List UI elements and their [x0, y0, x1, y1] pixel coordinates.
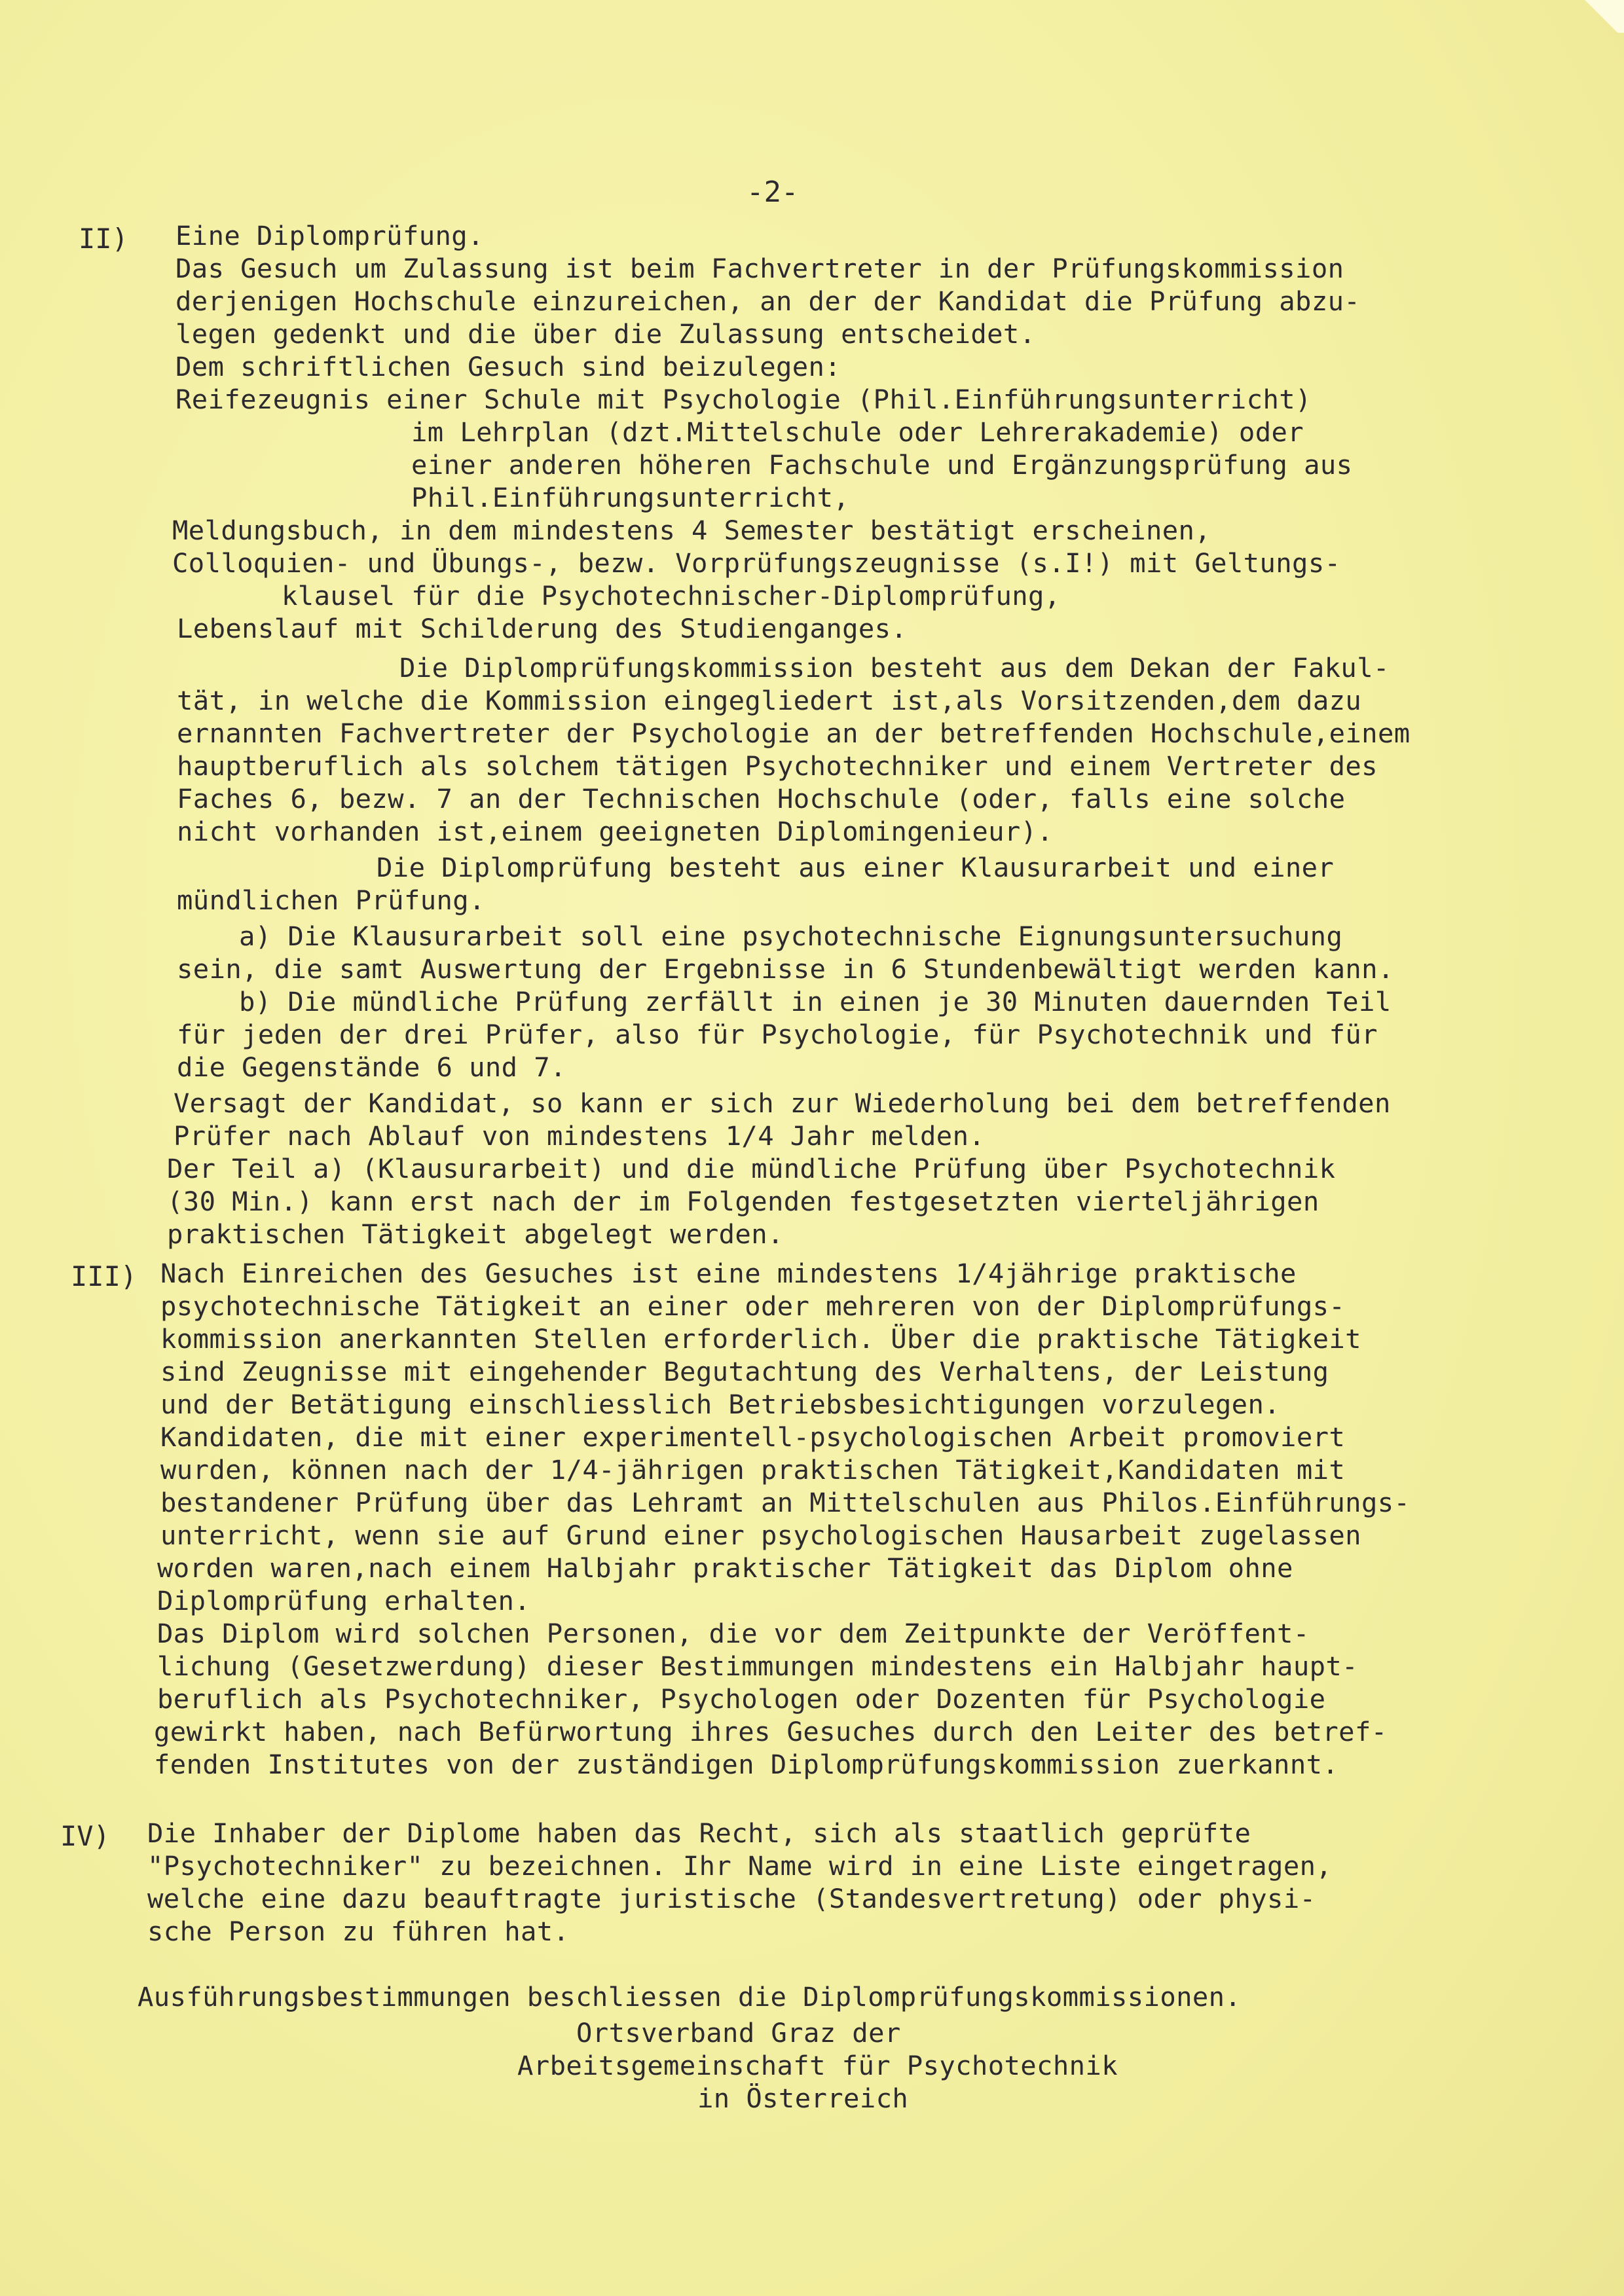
text-line: Dem schriftlichen Gesuch sind beizulegen:	[175, 351, 841, 382]
text-line: Lebenslauf mit Schilderung des Studienganges.	[177, 613, 908, 644]
text-line: unterricht, wenn sie auf Grund einer psychologischen Hausarbeit zugelassen	[160, 1520, 1361, 1551]
text-line: legen gedenkt und die über die Zulassung entscheidet.	[175, 318, 1036, 350]
text-line: ernannten Fachvertreter der Psychologie an der betreffenden Hochschule,einem	[177, 718, 1411, 749]
text-line: "Psychotechniker" zu bezeichnen. Ihr Name wird in eine Liste eingetragen,	[147, 1850, 1333, 1882]
page-corner	[1578, 0, 1624, 33]
text-line: Eine Diplomprüfung.	[175, 220, 484, 251]
text-line: Das Gesuch um Zulassung ist beim Fachvertreter in der Prüfungskommission	[175, 253, 1344, 284]
text-line: a) Die Klausurarbeit soll eine psychotechnische Eignungsuntersuchung	[239, 920, 1343, 952]
text-line: Meldungsbuch, in dem mindestens 4 Semester bestätigt erscheinen,	[172, 515, 1211, 546]
text-line: psychotechnische Tätigkeit an einer oder mehreren von der Diplomprüfungs-	[160, 1290, 1346, 1322]
section-numeral: III)	[71, 1260, 138, 1292]
text-line: Diplomprüfung erhalten.	[157, 1585, 531, 1616]
text-line: kommission anerkannten Stellen erforderlich. Über die praktische Tätigkeit	[160, 1323, 1361, 1355]
text-line: b) Die mündliche Prüfung zerfällt in einen je 30 Minuten dauernden Teil	[239, 986, 1392, 1017]
text-line: nicht vorhanden ist,einem geeigneten Diplomingenieur).	[177, 816, 1054, 847]
text-line: welche eine dazu beauftragte juristische (Standesvertretung) oder physi-	[147, 1883, 1316, 1914]
text-line: Prüfer nach Ablauf von mindestens 1/4 Jahr melden.	[174, 1120, 986, 1152]
text-line: mündlichen Prüfung.	[177, 884, 485, 916]
text-line: Nach Einreichen des Gesuches ist eine mindestens 1/4jährige praktische	[160, 1258, 1297, 1289]
text-line: (30 Min.) kann erst nach der im Folgenden festgesetzten vierteljährigen	[167, 1186, 1320, 1217]
text-line: Versagt der Kandidat, so kann er sich zur Wiederholung bei dem betreffenden	[174, 1087, 1391, 1119]
text-line: sche Person zu führen hat.	[147, 1916, 570, 1947]
text-line: sein, die samt Auswertung der Ergebnisse in 6 Stundenbewältigt werden kann.	[177, 953, 1394, 985]
section-numeral: IV)	[60, 1820, 110, 1852]
text-line: beruflich als Psychotechniker, Psychologen oder Dozenten für Psychologie	[157, 1683, 1326, 1715]
signature-line: Ortsverband Graz der	[576, 2017, 901, 2049]
text-line: praktischen Tätigkeit abgelegt werden.	[167, 1218, 784, 1250]
text-line: Reifezeugnis einer Schule mit Psychologie (Phil.Einführungsunterricht)	[175, 384, 1312, 415]
text-line: sind Zeugnisse mit eingehender Begutachtung des Verhaltens, der Leistung	[160, 1356, 1329, 1387]
text-line: gewirkt haben, nach Befürwortung ihres Gesuches durch den Leiter des betref-	[154, 1716, 1388, 1747]
text-line: hauptberuflich als solchem tätigen Psychotechniker und einem Vertreter des	[177, 750, 1378, 782]
text-line: Der Teil a) (Klausurarbeit) und die mündliche Prüfung über Psychotechnik	[167, 1153, 1336, 1184]
signature-line: Arbeitsgemeinschaft für Psychotechnik	[517, 2050, 1118, 2081]
text-line: lichung (Gesetzwerdung) dieser Bestimmungen mindestens ein Halbjahr haupt-	[157, 1650, 1358, 1682]
text-line: Phil.Einführungsunterricht,	[411, 482, 850, 513]
text-line: Das Diplom wird solchen Personen, die vor dem Zeitpunkte der Veröffent-	[157, 1618, 1310, 1649]
text-line: Colloquien- und Übungs-, bezw. Vorprüfungszeugnisse (s.I!) mit Geltungs-	[172, 547, 1341, 579]
text-line: einer anderen höheren Fachschule und Ergänzungsprüfung aus	[411, 449, 1353, 481]
text-line: für jeden der drei Prüfer, also für Psychologie, für Psychotechnik und für	[177, 1019, 1378, 1050]
text-line: tät, in welche die Kommission eingegliedert ist,als Vorsitzenden,dem dazu	[177, 685, 1362, 716]
text-line: Faches 6, bezw. 7 an der Technischen Hochschule (oder, falls eine solche	[177, 783, 1346, 814]
text-line: die Gegenstände 6 und 7.	[177, 1051, 566, 1083]
text-line: Die Diplomprüfungskommission besteht aus dem Dekan der Fakul-	[399, 652, 1390, 683]
signature-line: in Österreich	[697, 2083, 909, 2114]
text-line: und der Betätigung einschliesslich Betriebsbesichtigungen vorzulegen.	[160, 1389, 1281, 1420]
text-line: Kandidaten, die mit einer experimentell-psychologischen Arbeit promoviert	[160, 1421, 1346, 1453]
text-line: im Lehrplan (dzt.Mittelschule oder Lehrerakademie) oder	[411, 416, 1304, 448]
text-line: worden waren,nach einem Halbjahr praktischer Tätigkeit das Diplom ohne	[157, 1552, 1293, 1584]
closing-line: Ausführungsbestimmungen beschliessen die Diplomprüfungskommissionen.	[138, 1981, 1242, 2013]
section-numeral: II)	[79, 223, 128, 255]
text-line: Die Inhaber der Diplome haben das Recht, sich als staatlich geprüfte	[147, 1817, 1251, 1849]
text-line: klausel für die Psychotechnischer-Diplomprüfung,	[282, 580, 1061, 611]
page-number: -2-	[747, 175, 799, 209]
text-line: derjenigen Hochschule einzureichen, an der der Kandidat die Prüfung abzu-	[175, 285, 1361, 317]
text-line: fenden Institutes von der zuständigen Diplomprüfungskommission zuerkannt.	[154, 1749, 1339, 1780]
text-line: bestandener Prüfung über das Lehramt an Mittelschulen aus Philos.Einführungs-	[160, 1487, 1411, 1518]
text-line: Die Diplomprüfung besteht aus einer Klausurarbeit und einer	[377, 852, 1335, 883]
text-line: wurden, können nach der 1/4-jährigen praktischen Tätigkeit,Kandidaten mit	[160, 1454, 1346, 1485]
